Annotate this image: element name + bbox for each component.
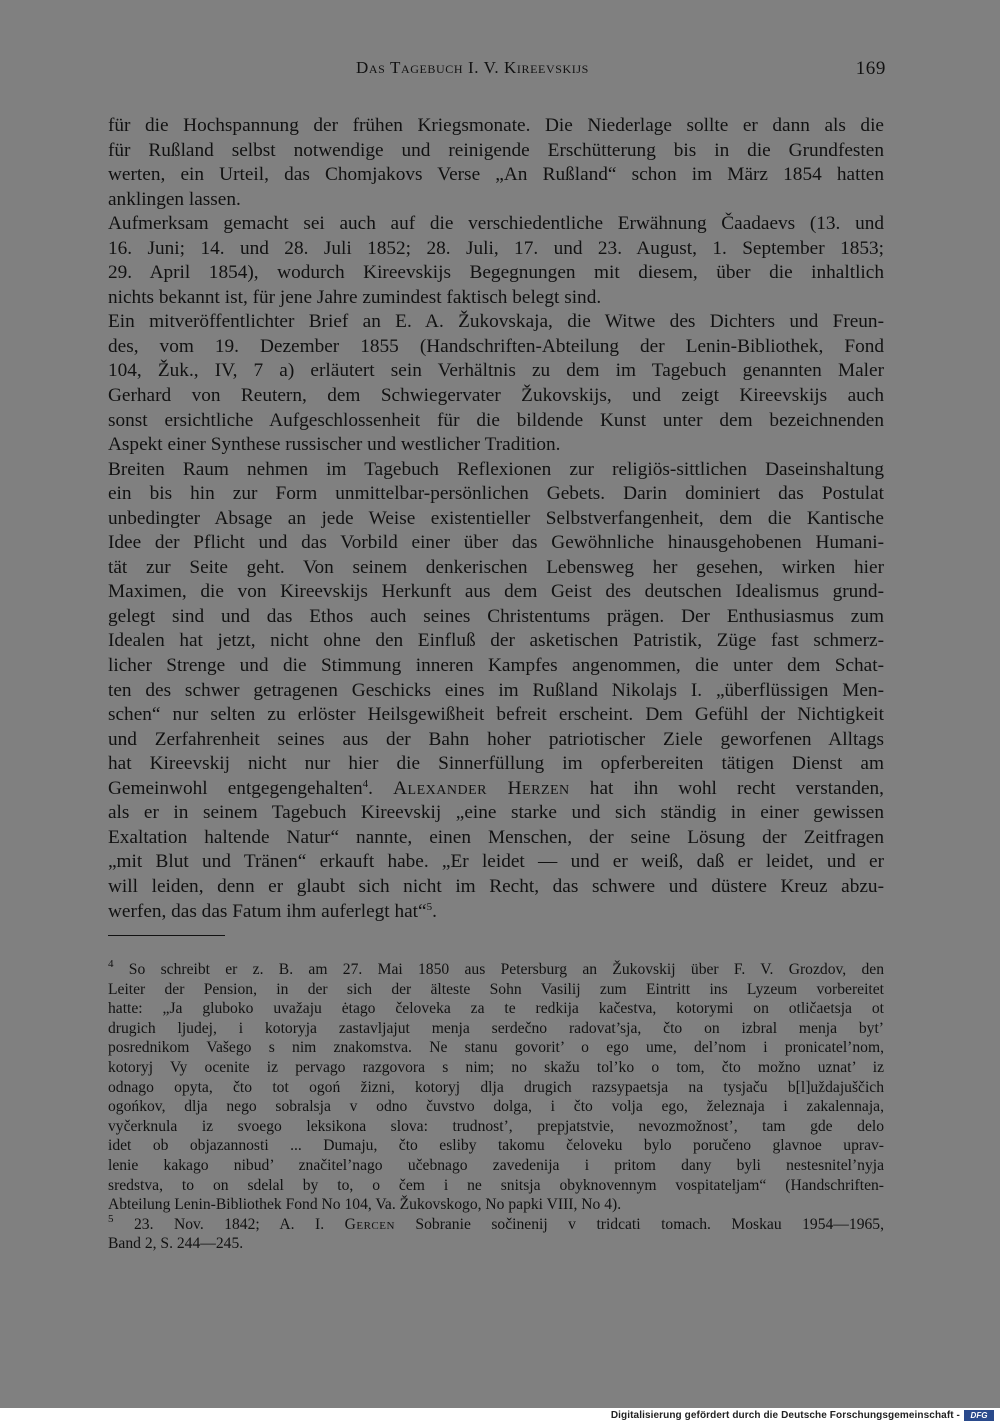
person-name: Alexander Herzen [393,777,570,799]
text-line [108,777,884,802]
text-line [108,1212,884,1235]
text-line: will leiden, denn er glaubt sich nicht im Recht, das schwere und düstere Kreuz abzu- [108,875,884,897]
text-line: hatte: „Ja gluboko uvažaju ėtago čeloveka za te redkija kačestva, kotorymi on otličaetsja ot [108,1000,884,1018]
text-line: sredstva, to on sdelal by to, o čem i ne snitsja obyknovennym vospitateljam“ (Handschriften- [108,1176,884,1194]
text-line: Maximen, die von Kireevskijs Herkunft aus dem Geist des deutschen Idealismus grund- [108,581,884,603]
text-line: Abteilung Lenin-Bibliothek Fond No 104, Va. Žukovskogo, No papki VIII, No 4). [108,1196,622,1214]
text-segment: . [368,777,394,799]
text-line: Gerhard von Reutern, dem Schwiegervater Žukovskijs, und zeigt Kireevskijs auch [108,385,884,407]
text-line [108,960,884,980]
text-segment: werfen, das das Fatum ihm auferlegt hat“ [108,900,427,922]
text-line: 16. Juni; 14. und 28. Juli 1852; 28. Juli, 17. und 23. August, 1. September 1853; [108,237,884,259]
text-line: ogońkov, dlja nego sobralsja v odno čuvstvo dolga, i čto volja ego, železnaja i zakalennaja, [108,1098,884,1116]
text-line: und Zerfahrenheit seines aus der Bahn hoher patriotischer Ziele geworfenen Alltags [108,728,884,750]
text-line: nichts bekannt ist, für jene Jahre zumindest faktisch belegt sind. [108,286,602,308]
main-text [108,114,884,924]
text-line: ein bis hin zur Form unmittelbar-persönlichen Gebets. Darin dominiert das Postulat [108,483,884,505]
text-line: kotoryj Vy ocenite iz pervago razgovora s nim; no skažu tol’ko o tom, čto možno uznat’ iz [108,1058,884,1076]
text-line: tät zur Seite geht. Von seinem denkerischen Lebensweg her gesehen, wirken hier [108,556,884,578]
text-line: drugich ljudej, i kotoryja zastavljajut menja serdečno radovat’sja, čto on izbral menja byt’ [108,1019,884,1037]
text-line: Breiten Raum nehmen im Tagebuch Reflexionen zur religiös-sittlichen Daseinshaltung [108,458,884,480]
text-line: licher Strenge und die Stimmung inneren Kampfes angenommen, die unter dem Schat- [108,655,884,677]
footnote-ref-4[interactable]: 4 [362,777,369,790]
text-line: Exaltation haltende Natur“ nannte, einen Menschen, der seine Lösung der Zeitfragen [108,826,884,848]
text-line: schen“ nur selten zu erlöster Heilsgewißheit befreit erscheint. Dem Gefühl der Nichtigkeit [108,704,884,726]
text-line: lenie kakago nibud’ značitel’nago učebnago zavedenija i pritom dany byli nestesnitel’nyja [108,1156,884,1174]
text-line: des, vom 19. Dezember 1855 (Handschriften-Abteilung der Lenin-Bibliothek, Fond [108,335,884,357]
text-line: Band 2, S. 244—245. [108,1235,244,1253]
text-line: 29. April 1854), wodurch Kireevskijs Begegnungen mit diesem, über die inhaltlich [108,262,884,284]
text-line: 104, Žuk., IV, 7 a) erläutert sein Verhältnis zu dem im Tagebuch genannten Maler [108,360,884,382]
text-line: posrednikom Vašego s nim znakomstva. Ne stanu govorit’ o ego ume, del’nom i pronicatel’nom, [108,1039,884,1057]
footnote-separator [108,935,225,936]
text-line: unbedingter Absage an jede Weise existentieller Selbstverfangenheit, dem die Kantische [108,507,884,529]
text-line: Idealen hat jetzt, nicht ohne den Einfluß der asketischen Patristik, Züge fast schmerz- [108,630,884,652]
text-line: sonst ersichtliche Aufgeschlossenheit für die bildende Kunst unter dem bezeichnenden [108,409,884,431]
person-name: Gercen [344,1215,395,1233]
text-line: für die Hochspannung der frühen Kriegsmonate. Die Niederlage sollte er dann als die [108,115,884,136]
paragraph-4 [108,458,884,924]
dfg-logo[interactable]: DFG [964,1410,994,1421]
paragraph-3 [108,310,884,457]
footnote-number: 5 [108,1212,114,1225]
footnote-ref-5[interactable]: 5 [426,900,433,913]
text-line: als er in seinem Tagebuch Kireevskij „eine starke und sich ständig in einer gewissen [108,802,884,824]
text-line: Aspekt einer Synthese russischer und westlicher Tradition. [108,434,561,456]
digitization-credit: Digitalisierung gefördert durch die Deutsche Forschungsgemeinschaft - [610,1410,960,1421]
paragraph-1 [108,114,884,212]
text-line [108,900,884,925]
running-title: Das Tagebuch I. V. Kireevskijs [356,58,589,77]
text-line: werten, ein Urteil, das Chomjakovs Verse „An Rußland“ schon im März 1854 hatten [108,164,884,186]
text-line: idet ob objazannosti ... Dumaju, čto esliby takomu čeloveku bylo poručeno glavnoe uprav- [108,1137,884,1155]
page-number: 169 [855,58,886,79]
text-line: Idee der Pflicht und das Vorbild einer über das Gewöhnliche hinausgehobenen Humani- [108,532,884,554]
text-line: Leiter der Pension, in der sich der älteste Sohn Vasilij zum Eintritt ins Lyzeum vorbereitet [108,980,884,998]
text-line: anklingen lassen. [108,188,241,210]
digitization-footer [0,1408,1000,1423]
footnotes [108,960,884,1254]
text-line: gelegt sind und das Ethos auch seines Christentums prägen. Der Enthusiasmus zum [108,605,884,627]
paragraph-2 [108,212,884,310]
text-line: vyčerknula iz svoego leksikona slova: trudnost’, prepjatstvie, nevozmožnost’, tam gde delo [108,1117,884,1135]
text-segment: . [432,900,437,922]
footnote-number: 4 [108,958,114,970]
text-line: hat Kireevskij nicht nur hier die Sinnerfüllung im opferbereiten tätigen Dienst am [108,753,884,775]
footnote-4 [108,960,884,1215]
footnote-5 [108,1212,884,1254]
text-line: Ein mitveröffentlichter Brief an E. A. Žukovskaja, die Witwe des Dichters und Freun- [108,311,884,333]
text-line: „mit Blut und Tränen“ erkauft habe. „Er leidet — und er weiß, daß er leidet, und er [108,851,884,873]
text-segment: Sobranie sočinenij v tridcati tomach. Moskau 1954—1965, [394,1215,884,1233]
text-segment: 23. Nov. 1842; A. I. [113,1215,345,1233]
text-line: odnago opyta, čto tot ogoń žizni, kotoryj dlja drugich razsypaetsja na tysjaču b[l]uždajuščich [108,1078,884,1096]
text-line: Aufmerksam gemacht sei auch auf die verschiedentliche Erwähnung Čaadaevs (13. und [108,213,884,235]
text-segment: hat ihn wohl recht verstanden, [569,777,884,799]
text-segment: So schreibt er z. B. am 27. Mai 1850 aus Petersburg an Žukovskij über F. V. Grozdov, den [113,961,884,978]
text-segment: Gemeinwohl entgegengehalten [108,777,363,799]
text-line: für Rußland selbst notwendige und reinigende Erschütterung bis in die Grundfesten [108,139,884,161]
text-line: ten des schwer getragenen Geschicks eines im Rußland Nikolajs I. „überflüssigen Men- [108,679,884,701]
